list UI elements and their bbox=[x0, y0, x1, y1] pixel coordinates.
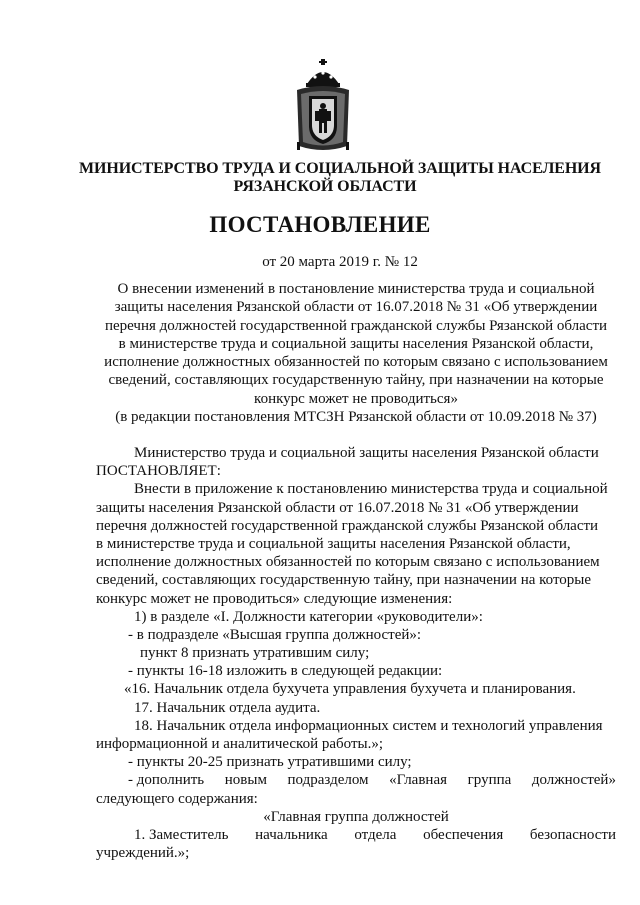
list-item: - в подразделе «Высшая группа должностей»: bbox=[128, 626, 422, 643]
ministry-name-line2: РЯЗАНСКОЙ ОБЛАСТИ bbox=[233, 178, 417, 195]
word: обеспечения bbox=[423, 826, 504, 843]
subject-line: О внесении изменений в постановление министерства труда и социальной bbox=[117, 281, 595, 297]
word: «Главная bbox=[389, 772, 448, 789]
list-item: 18. Начальник отдела информационных систем и технологий управления bbox=[134, 717, 603, 734]
ministry-name-line1: МИНИСТЕРСТВО ТРУДА И СОЦИАЛЬНОЙ ЗАЩИТЫ НАСЕЛЕНИЯ bbox=[79, 160, 601, 177]
body-line: в министерстве труда и социальной защиты населения Рязанской области, bbox=[96, 535, 571, 552]
body-line: Внести в приложение к постановлению министерства труда и социальной bbox=[134, 481, 608, 498]
list-item: учреждений.»; bbox=[96, 845, 190, 862]
list-item: «16. Начальник отдела бухучета управления бухучета и планирования. bbox=[124, 681, 576, 698]
list-item: - пункты 20-25 признать утратившими силу; bbox=[128, 754, 412, 771]
coat-of-arms-emblem bbox=[293, 56, 353, 156]
justified-line bbox=[96, 826, 616, 844]
document-date-number: от 20 марта 2019 г. № 12 bbox=[262, 254, 418, 270]
subject-line: (в редакции постановления МТСЗН Рязанской области от 10.09.2018 № 37) bbox=[115, 409, 597, 426]
subject-line: защиты населения Рязанской области от 16.07.2018 № 31 «Об утверждении bbox=[114, 299, 598, 316]
list-item: - пункты 16-18 изложить в следующей редакции: bbox=[128, 663, 443, 680]
list-item: 1) в разделе «I. Должности категории «руководители»: bbox=[134, 608, 483, 625]
word: 1. Заместитель bbox=[134, 826, 229, 843]
subject-line: исполнение должностных обязанностей по которым связано с использованием bbox=[104, 354, 608, 371]
body-line: Министерство труда и социальной защиты населения Рязанской области bbox=[134, 445, 599, 461]
body-line: исполнение должностных обязанностей по которым связано с использованием bbox=[96, 554, 600, 571]
word: должностей» bbox=[531, 772, 616, 789]
body-line: сведений, составляющих государственную тайну, при назначении на которые bbox=[96, 572, 592, 589]
subject-line: в министерстве труда и социальной защиты населения Рязанской области, bbox=[118, 335, 594, 352]
word: группа bbox=[467, 772, 512, 789]
document-body bbox=[96, 444, 616, 862]
subject-line: перечня должностей государственной гражданской службы Рязанской области bbox=[104, 317, 608, 334]
word: начальника bbox=[255, 826, 328, 843]
list-item: информационной и аналитической работы.»; bbox=[96, 736, 384, 752]
word: подразделом bbox=[287, 772, 369, 789]
section-heading: «Главная группа должностей bbox=[263, 808, 449, 825]
document-subject bbox=[96, 280, 616, 426]
body-line: ПОСТАНОВЛЯЕТ: bbox=[96, 463, 221, 480]
word: - дополнить bbox=[128, 772, 205, 789]
list-item: 17. Начальник отдела аудита. bbox=[134, 699, 321, 716]
list-item: следующего содержания: bbox=[96, 790, 258, 807]
subject-line: сведений, составляющих государственную тайну, при назначении на которые bbox=[108, 372, 604, 389]
body-line: защиты населения Рязанской области от 16.07.2018 № 31 «Об утверждении bbox=[96, 499, 579, 516]
word: отдела bbox=[354, 826, 397, 843]
document-title: ПОСТАНОВЛЕНИЕ bbox=[209, 212, 431, 237]
word: безопасности bbox=[529, 826, 616, 843]
word: новым bbox=[224, 772, 267, 789]
body-line: конкурс может не проводиться» следующие изменения: bbox=[96, 590, 453, 607]
body-line: перечня должностей государственной гражданской службы Рязанской области bbox=[96, 517, 599, 534]
subject-line: конкурс может не проводиться» bbox=[254, 390, 458, 407]
justified-line bbox=[96, 771, 616, 789]
list-item: пункт 8 признать утратившим силу; bbox=[140, 645, 370, 662]
